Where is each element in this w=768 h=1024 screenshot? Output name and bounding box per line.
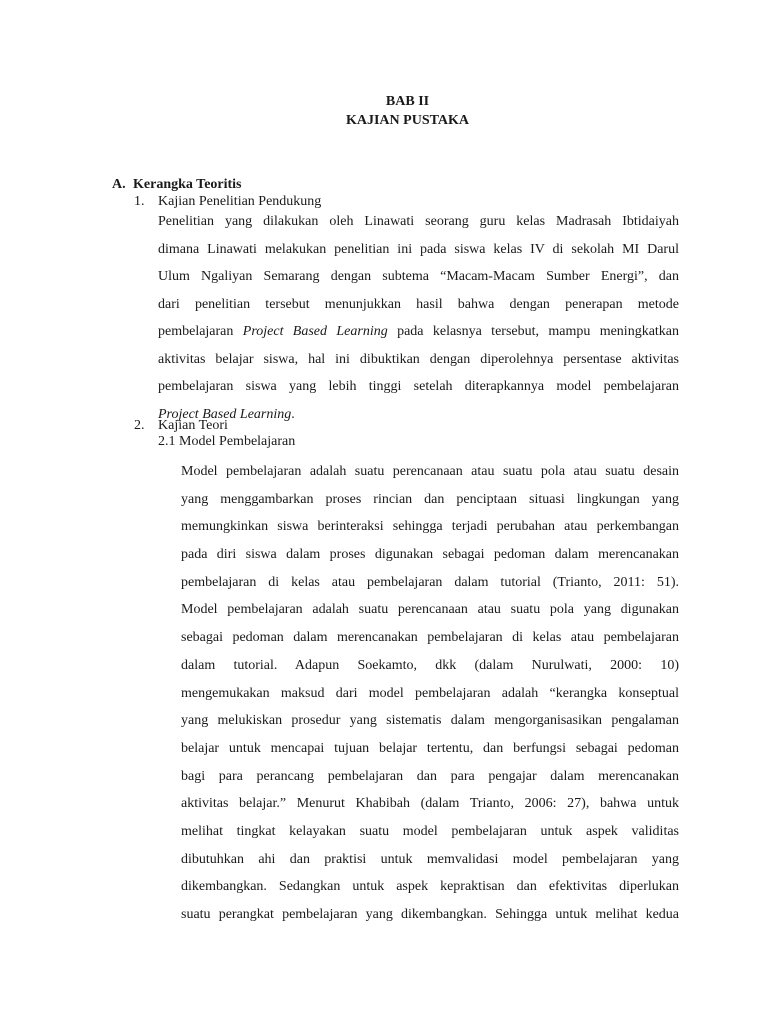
text-run: pembelajaran xyxy=(158,324,243,339)
paragraph-line: Penelitian yang dilakukan oleh Linawati seorang guru kelas Madrasah Ibtidaiyah xyxy=(158,214,679,229)
paragraph-line: aktivitas belajar.” Menurut Khabibah (dalam Trianto, 2006: 27), bahwa untuk xyxy=(181,796,679,812)
paragraph-line: mengemukakan maksud dari model pembelajaran adalah “kerangka konseptual xyxy=(181,685,679,701)
paragraph-line: Ulum Ngaliyan Semarang dengan subtema “Macam-Macam Sumber Energi”, dan xyxy=(158,269,679,284)
text-run: pada kelasnya tersebut, mampu meningkatkan xyxy=(387,324,680,339)
paragraph-line xyxy=(158,401,679,429)
list-item-title-1: Kajian Penelitian Pendukung xyxy=(158,194,322,209)
paragraph-line: aktivitas belajar siswa, hal ini dibuktikan dengan diperolehnya persentase aktivitas xyxy=(158,351,679,367)
paragraph-line: Model pembelajaran adalah suatu perencanaan atau suatu pola atau suatu desain xyxy=(181,464,679,479)
chapter-title: KAJIAN PUSTAKA xyxy=(345,113,470,128)
paragraph-line: dibutuhkan ahi dan praktisi untuk memvalidasi model pembelajaran yang xyxy=(181,851,679,867)
paragraph-line: memungkinkan siswa berinteraksi sehingga terjadi perubahan atau perkembangan xyxy=(181,519,679,535)
paragraph-line xyxy=(158,318,679,346)
paragraph-line: sebagai pedoman dalam merencanakan pembelajaran di kelas atau pembelajaran xyxy=(181,630,679,646)
section-heading-a xyxy=(112,176,242,194)
paragraph-line: dalam tutorial. Adapun Soekamto, dkk (dalam Nurulwati, 2000: 10) xyxy=(181,657,679,673)
paragraph-line: pembelajaran siswa yang lebih tinggi setelah diterapkannya model pembelajaran xyxy=(158,379,679,394)
paragraph-line: pembelajaran di kelas atau pembelajaran dalam tutorial (Trianto, 2011: 51). xyxy=(181,574,679,590)
paragraph-line: Model pembelajaran adalah suatu perencanaan atau suatu pola yang digunakan xyxy=(181,602,679,618)
paragraph-kajian-penelitian xyxy=(158,208,679,428)
list-item-title-2: Kajian Teori xyxy=(158,418,228,433)
chapter-number: BAB II xyxy=(385,94,430,109)
paragraph-line: yang melukiskan prosedur yang sistematis dalam mengorganisasikan pengalaman xyxy=(181,713,679,729)
paragraph-line: yang menggambarkan proses rincian dan penciptaan situasi lingkungan yang xyxy=(181,491,679,507)
section-label: A. xyxy=(112,177,126,192)
paragraph-line: suatu perangkat pembelajaran yang dikembangkan. Sehingga untuk melihat kedua xyxy=(181,907,679,922)
italic-term: Project Based Learning xyxy=(242,324,388,339)
paragraph-line: dimana Linawati melakukan penelitian ini pada siswa kelas IV di sekolah MI Darul xyxy=(158,241,679,257)
italic-term: Project Based Learning xyxy=(158,406,292,422)
list-number-1: 1. xyxy=(134,194,145,209)
paragraph-line: dari penelitian tersebut menunjukkan hasil bahwa dengan penerapan metode xyxy=(158,296,679,312)
list-number-2: 2. xyxy=(134,418,145,433)
paragraph-line: pada diri siswa dalam proses digunakan sebagai pedoman dalam merencanakan xyxy=(181,547,679,563)
paragraph-model-pembelajaran xyxy=(181,458,679,929)
text-run: . xyxy=(291,406,295,422)
paragraph-line: bagi para perancang pembelajaran dan para pengajar dalam merencanakan xyxy=(181,768,679,784)
paragraph-line: dikembangkan. Sedangkan untuk aspek kepraktisan dan efektivitas diperlukan xyxy=(181,879,679,895)
subsection-title: 2.1 Model Pembelajaran xyxy=(158,434,296,449)
paragraph-line: belajar untuk mencapai tujuan belajar tertentu, dan berfungsi sebagai pedoman xyxy=(181,740,679,756)
paragraph-line: melihat tingkat kelayakan suatu model pembelajaran untuk aspek validitas xyxy=(181,823,679,839)
section-title: Kerangka Teoritis xyxy=(133,177,242,192)
